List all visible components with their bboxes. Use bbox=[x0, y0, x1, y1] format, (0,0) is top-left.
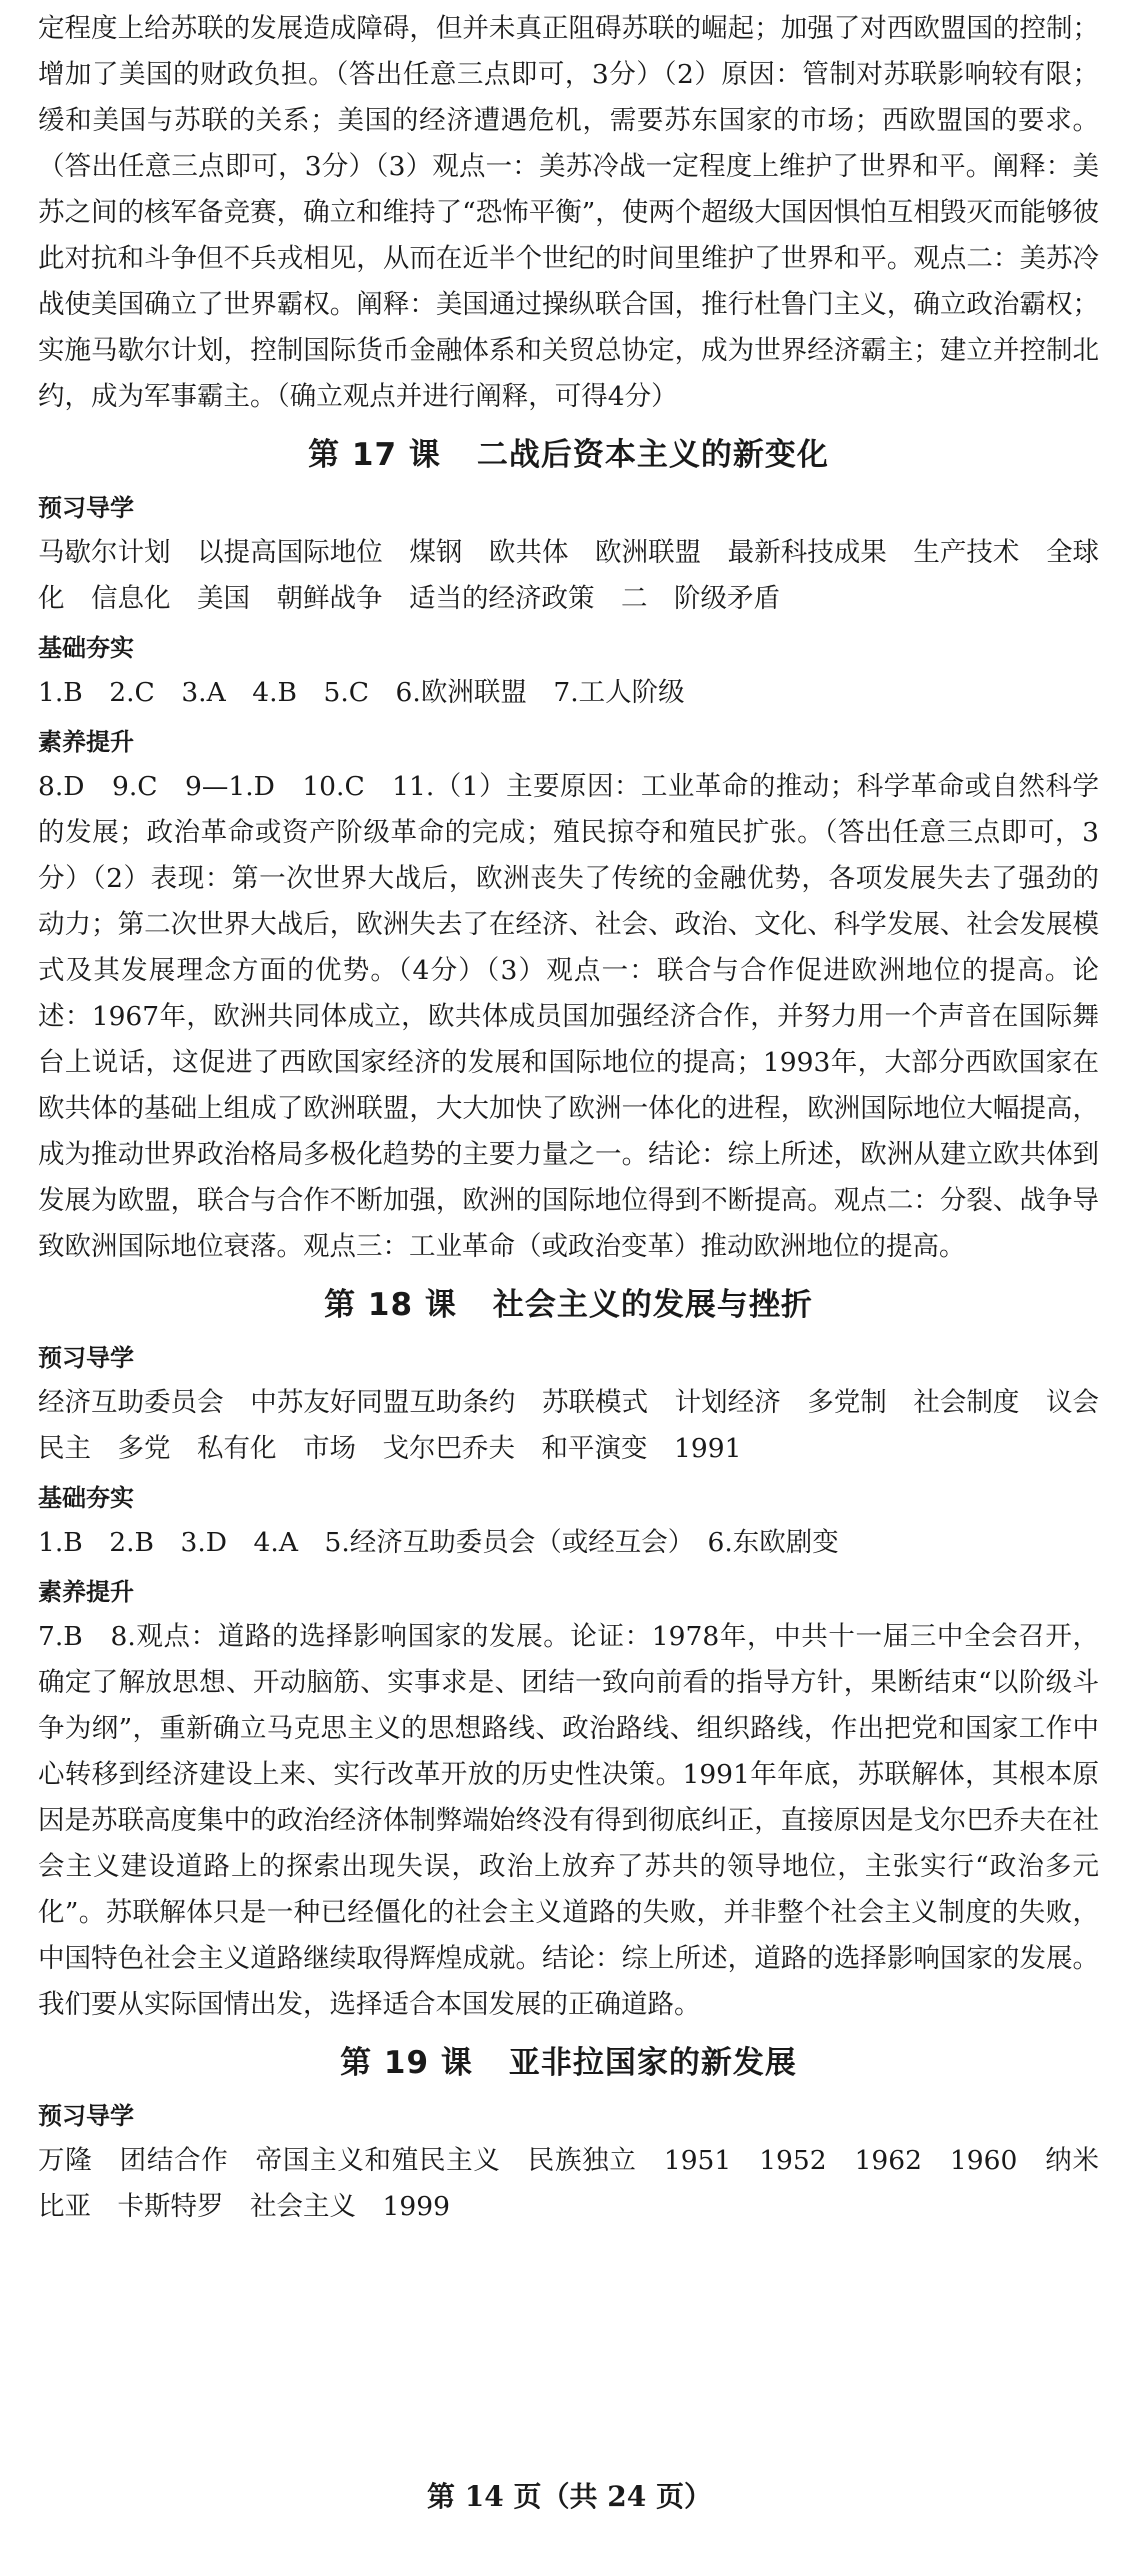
intro-paragraph: 定程度上给苏联的发展造成障碍，但并未真正阻碍苏联的崛起；加强了对西欧盟国的控制；增加了美国的财政负担。（答出任意三点即可，3分）（2）原因：管制对苏联影响较有限；缓和美国与苏联的关系；美国的经济遭遇危机，需要苏东国家的市场；西欧盟国的要求。（答出任意三点即可，3分）（3）观点一：美苏冷战一定程度上维护了世界和平。阐释：美苏之间的核军备竞赛，确立和维持了“恐怖平衡”，使两个超级大国因惧怕互相毁灭而能够彼此对抗和斗争但不兵戎相见，从而在近半个世纪的时间里维护了世界和平。观点二：美苏冷战使美国确立了世界霸权。阐释：美国通过操纵联合国，推行杜鲁门主义，确立政治霸权；实施马歇尔计划，控制国际货币金融体系和关贸总协定，成为世界经济霸主；建立并控制北约，成为军事霸主。（确立观点并进行阐释，可得4分） bbox=[38, 13, 1099, 412]
page-number-footer: 第 14 页（共 24 页） bbox=[427, 2480, 712, 2513]
lesson-19-preview-text: 万隆 团结合作 帝国主义和殖民主义 民族独立 1951 1952 1962 1960 纳米比亚 卡斯特罗 社会主义 1999 bbox=[38, 2145, 1099, 2222]
lesson-18-heading bbox=[38, 1282, 1099, 1328]
lesson-17-preview-text: 马歇尔计划 以提高国际地位 煤钢 欧共体 欧洲联盟 最新科技成果 生产技术 全球化 信息化 美国 朝鲜战争 适当的经济政策 二 阶级矛盾 bbox=[38, 537, 1099, 614]
lesson-18-basic-heading: 基础夯实 bbox=[38, 1484, 134, 1512]
lesson-19-heading bbox=[38, 2040, 1099, 2086]
lesson-17-basic-text: 1.B 2.C 3.A 4.B 5.C 6.欧洲联盟 7.工人阶级 bbox=[38, 677, 685, 708]
lesson-17-title: 二战后资本主义的新变化 bbox=[476, 437, 829, 473]
lesson-17-improve-text: 8.D 9.C 9—1.D 10.C 11.（1）主要原因：工业革命的推动；科学革命或自然科学的发展；政治革命或资产阶级革命的完成；殖民掠夺和殖民扩张。（答出任意三点即可，3分）（2）表现：第一次世界大战后，欧洲丧失了传统的金融优势，各项发展失去了强劲的动力；第二次世界大战后，欧洲失去了在经济、社会、政治、文化、科学发展、社会发展模式及其发展理念方面的优势。（4分）（3）观点一：联合与合作促进欧洲地位的提高。论述：1967年，欧洲共同体成立，欧共体成员国加强经济合作，并努力用一个声音在国际舞台上说话，这促进了西欧国家经济的发展和国际地位的提高；1993年，大部分西欧国家在欧共体的基础上组成了欧洲联盟，大大加快了欧洲一体化的进程，欧洲国际地位大幅提高，成为推动世界政治格局多极化趋势的主要力量之一。结论：综上所述，欧洲从建立欧共体到发展为欧盟，联合与合作不断加强，欧洲的国际地位得到不断提高。观点二：分裂、战争导致欧洲国际地位衰落。观点三：工业革命（或政治变革）推动欧洲地位的提高。 bbox=[38, 771, 1099, 1262]
lesson-17-heading bbox=[38, 432, 1099, 478]
lesson-18-improve-text: 7.B 8.观点：道路的选择影响国家的发展。论证：1978年，中共十一届三中全会召开，确定了解放思想、开动脑筋、实事求是、团结一致向前看的指导方针，果断结束“以阶级斗争为纲”，重新确立马克思主义的思想路线、政治路线、组织路线，作出把党和国家工作中心转移到经济建设上来、实行改革开放的历史性决策。1991年年底，苏联解体，其根本原因是苏联高度集中的政治经济体制弊端始终没有得到彻底纠正，直接原因是戈尔巴乔夫在社会主义建设道路上的探索出现失误，政治上放弃了苏共的领导地位，主张实行“政治多元化”。苏联解体只是一种已经僵化的社会主义道路的失败，并非整个社会主义制度的失败，中国特色社会主义道路继续取得辉煌成就。结论：综上所述，道路的选择影响国家的发展。我们要从实际国情出发，选择适合本国发展的正确道路。 bbox=[38, 1621, 1099, 2020]
lesson-19-number: 第 19 课 bbox=[340, 2045, 473, 2081]
lesson-18-basic-text: 1.B 2.B 3.D 4.A 5.经济互助委员会（或经互会） 6.东欧剧变 bbox=[38, 1527, 839, 1558]
lesson-19-preview-heading: 预习导学 bbox=[38, 2102, 134, 2130]
lesson-18-preview-text: 经济互助委员会 中苏友好同盟互助条约 苏联模式 计划经济 多党制 社会制度 议会民主 多党 私有化 市场 戈尔巴乔夫 和平演变 1991 bbox=[38, 1387, 1099, 1464]
lesson-17-improve-heading: 素养提升 bbox=[38, 728, 134, 756]
lesson-18-section bbox=[38, 1282, 1099, 2028]
lesson-17-preview-heading: 预习导学 bbox=[38, 494, 134, 522]
lesson-17-number: 第 17 课 bbox=[308, 437, 441, 473]
lesson-19-section bbox=[38, 2040, 1099, 2230]
lesson-18-number: 第 18 课 bbox=[324, 1287, 457, 1323]
lesson-19-title: 亚非拉国家的新发展 bbox=[508, 2045, 797, 2081]
lesson-18-improve-heading: 素养提升 bbox=[38, 1578, 134, 1606]
lesson-18-title: 社会主义的发展与挫折 bbox=[492, 1287, 813, 1323]
lesson-17-basic-heading: 基础夯实 bbox=[38, 634, 134, 662]
lesson-17-section bbox=[38, 432, 1099, 1270]
lesson-18-preview-heading: 预习导学 bbox=[38, 1344, 134, 1372]
